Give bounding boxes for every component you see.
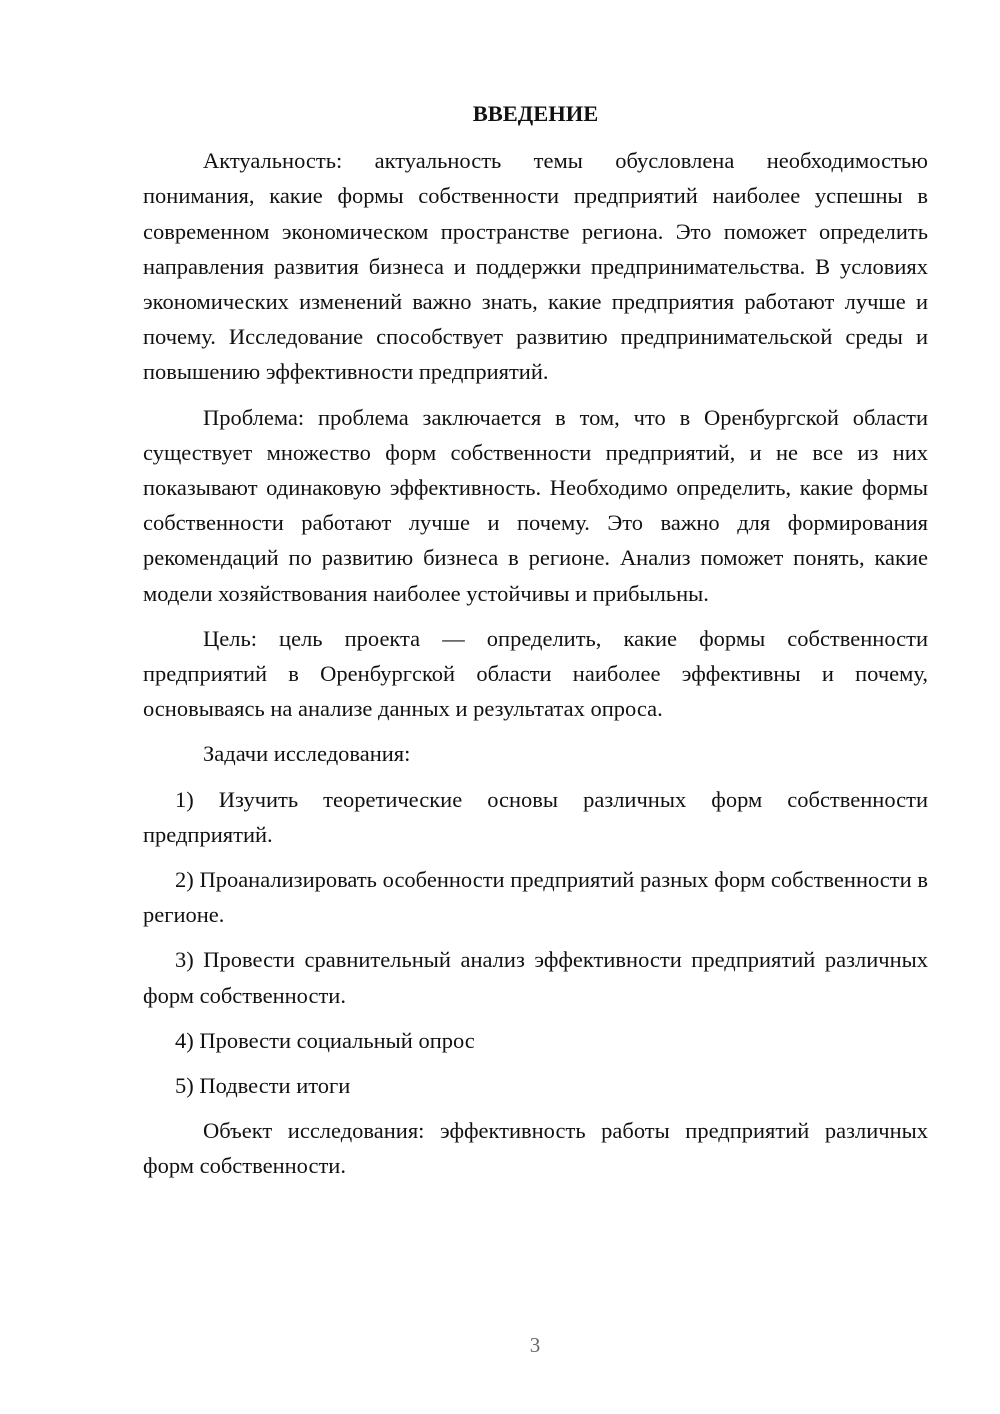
relevance-paragraph: Актуальность: актуальность темы обусловлена необходимостью понимания, какие формы собственности предприятий наиболее успешны в современном экономическом пространстве региона. Это поможет определить направления развития бизнеса и поддержки предпринимательства. В условиях экономических изменений важно знать, какие предприятия работают лучше и почему. Исследование способствует развитию предпринимательской среды и повышению эффективности предприятий.: [143, 148, 928, 385]
task-item-2: 2) Проанализировать особенности предприятий разных форм собственности в регионе.: [143, 867, 928, 928]
page-number: 3: [529, 1333, 541, 1357]
tasks-heading: Задачи исследования:: [203, 741, 411, 767]
section-title: ВВЕДЕНИЕ: [472, 101, 599, 126]
problem-paragraph: Проблема: проблема заключается в том, что в Оренбургской области существует множество форм собственности предприятий, и не все из них показывают одинаковую эффективность. Необходимо определить, какие формы собственности работают лучше и почему. Это важно для формирования рекомендаций по развитию бизнеса в регионе. Анализ поможет понять, какие модели хозяйствования наиболее устойчивы и прибыльны.: [143, 404, 928, 606]
task-item-1: 1) Изучить теоретические основы различных форм собственности предприятий.: [143, 786, 928, 847]
document-page: [143, 96, 928, 1194]
goal-paragraph: Цель: цель проекта — определить, какие формы собственности предприятий в Оренбургской области наиболее эффективны и почему, основываясь на анализе данных и результатах опроса.: [143, 625, 928, 722]
object-paragraph: Объект исследования: эффективность работы предприятий различных форм собственности.: [143, 1118, 928, 1179]
task-item-4: 4) Провести социальный опрос: [175, 1027, 475, 1053]
task-item-3: 3) Провести сравнительный анализ эффективности предприятий различных форм собственности.: [143, 947, 928, 1008]
task-item-5: 5) Подвести итоги: [175, 1073, 351, 1099]
